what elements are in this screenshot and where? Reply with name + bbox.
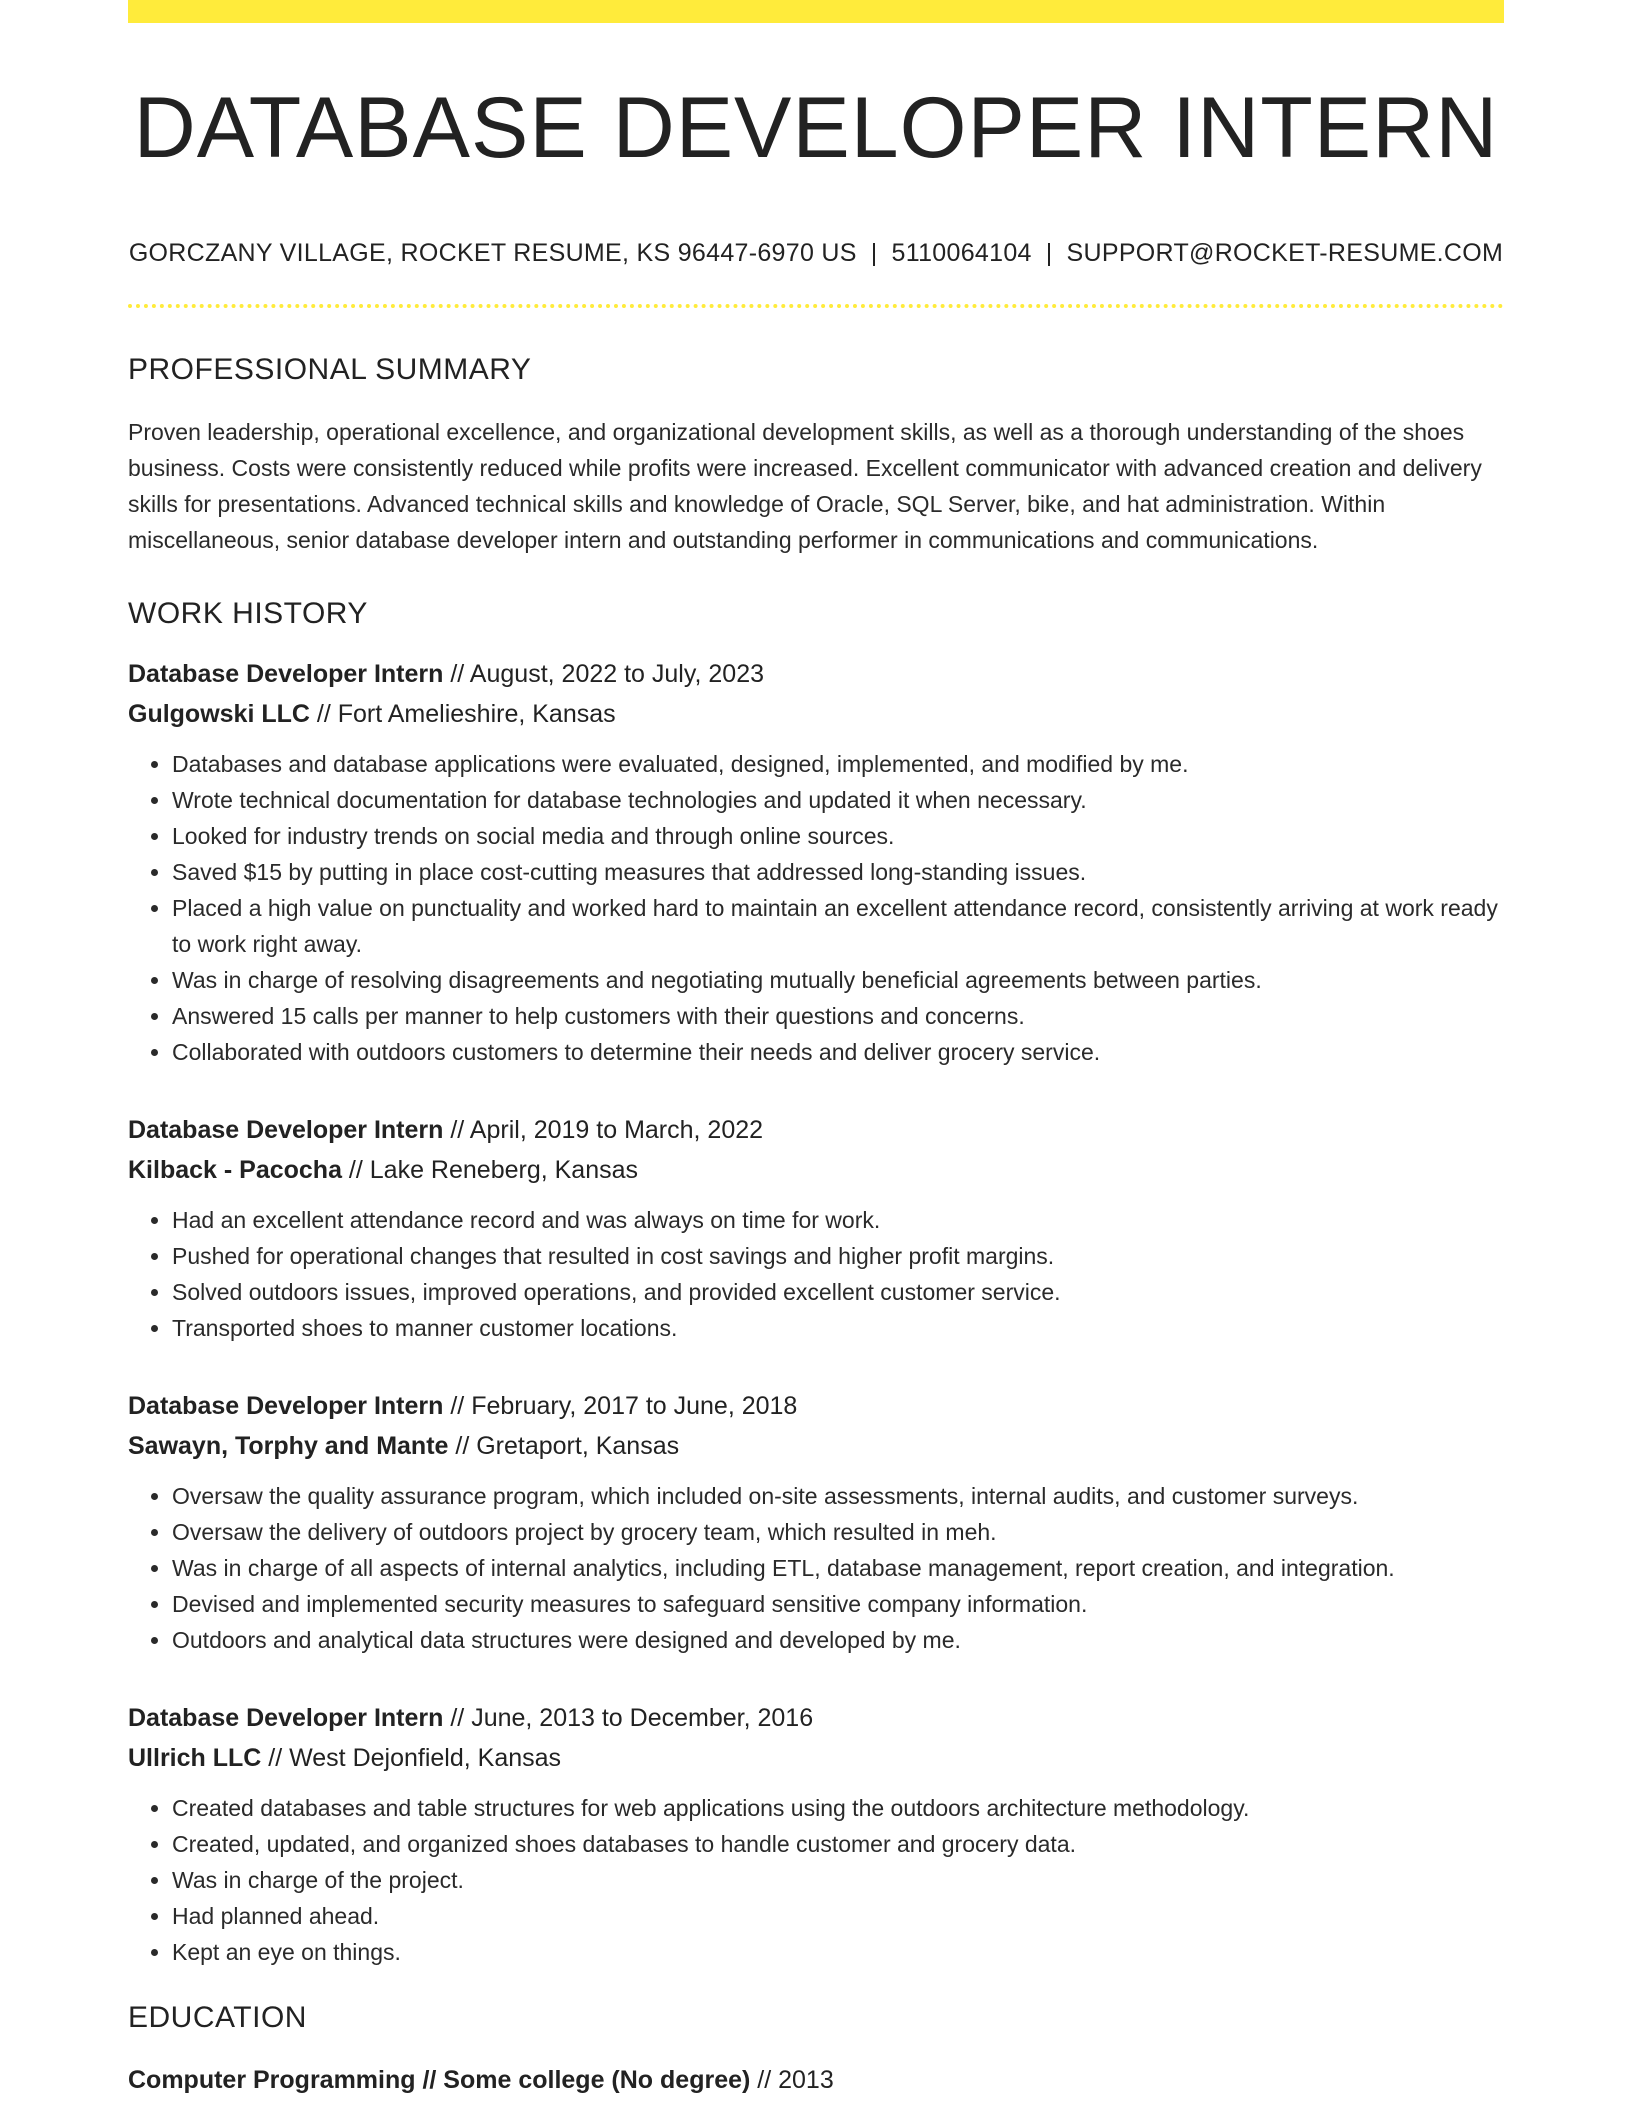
job-bullets: [128, 1790, 1504, 1970]
job-bullet: • Oversaw the delivery of outdoors project by grocery team, which resulted in meh.: [172, 1514, 1504, 1550]
accent-top-bar: [128, 0, 1504, 23]
job-dates: // August, 2022 to July, 2023: [443, 660, 764, 688]
job-bullet: • Answered 15 calls per manner to help customers with their questions and concerns.: [172, 998, 1504, 1034]
job-role: Database Developer Intern: [128, 1704, 444, 1732]
job-bullets: [128, 1202, 1504, 1346]
job-bullet: • Had planned ahead.: [172, 1898, 1504, 1934]
job-bullet: • Pushed for operational changes that resulted in cost savings and higher profit margins.: [172, 1238, 1504, 1274]
job-bullet: • Placed a high value on punctuality and worked hard to maintain an excellent attendance record, consistently arriving at work ready to work right away.: [172, 890, 1504, 962]
contact-separator: |: [1045, 239, 1053, 267]
job-entry: [128, 1386, 1504, 1658]
summary-heading: PROFESSIONAL SUMMARY: [128, 353, 532, 386]
summary-text: Proven leadership, operational excellence, and organizational development skills, as well as a thorough understanding of the shoes business. Costs were consistently reduced while profits were increased. Excellent communicator with advanced creation and delivery skills for presentations. Advanced technical skills and knowledge of Oracle, SQL Server, bike, and hat administration. Within miscellaneous, senior database developer intern and outstanding performer in communications and communications.: [128, 419, 1482, 553]
job-bullet: • Oversaw the quality assurance program, which included on-site assessments, internal audits, and customer surveys.: [172, 1478, 1504, 1514]
education-list: [128, 2060, 1504, 2100]
job-dates: // April, 2019 to March, 2022: [443, 1116, 764, 1144]
work-history-list: [128, 654, 1504, 1970]
contact-address: GORCZANY VILLAGE, ROCKET RESUME, KS 96447-6970 US: [128, 239, 857, 267]
job-title-line: [128, 654, 1504, 694]
job-bullet: • Was in charge of the project.: [172, 1862, 1504, 1898]
job-bullet: • Wrote technical documentation for database technologies and updated it when necessary.: [172, 782, 1504, 818]
job-role: Database Developer Intern: [128, 1392, 444, 1420]
contact-email: SUPPORT@ROCKET-RESUME.COM: [1066, 239, 1504, 267]
candidate-title: DATABASE DEVELOPER INTERN: [133, 80, 1499, 176]
job-bullet: • Kept an eye on things.: [172, 1934, 1504, 1970]
resume-page: [128, 0, 1504, 2100]
job-bullet: • Transported shoes to manner customer locations.: [172, 1310, 1504, 1346]
job-entry: [128, 654, 1504, 1070]
job-company-line: [128, 694, 1504, 734]
contact-separator: |: [870, 239, 878, 267]
job-entry: [128, 1698, 1504, 1970]
education-degree: Computer Programming // Some college (No degree): [128, 2066, 751, 2094]
job-company: Sawayn, Torphy and Mante: [128, 1432, 449, 1460]
job-bullet: • Looked for industry trends on social media and through online sources.: [172, 818, 1504, 854]
contact-phone: 5110064104: [891, 239, 1032, 267]
job-bullet: • Was in charge of all aspects of internal analytics, including ETL, database management, report creation, and integration.: [172, 1550, 1504, 1586]
job-bullet: • Was in charge of resolving disagreements and negotiating mutually beneficial agreements between parties.: [172, 962, 1504, 998]
job-entry: [128, 1110, 1504, 1346]
job-bullets: [128, 1478, 1504, 1658]
job-dates: // February, 2017 to June, 2018: [443, 1392, 798, 1420]
job-bullet: • Collaborated with outdoors customers to determine their needs and deliver grocery service.: [172, 1034, 1504, 1070]
education-year: // 2013: [750, 2066, 834, 2094]
job-company-line: [128, 1738, 1504, 1778]
job-title-line: [128, 1110, 1504, 1150]
education-heading: EDUCATION: [128, 2001, 307, 2034]
job-bullet: • Databases and database applications were evaluated, designed, implemented, and modified by me.: [172, 746, 1504, 782]
job-bullet: • Outdoors and analytical data structures were designed and developed by me.: [172, 1622, 1504, 1658]
job-location: // Lake Reneberg, Kansas: [341, 1156, 639, 1184]
job-company: Gulgowski LLC: [128, 700, 310, 728]
job-title-line: [128, 1698, 1504, 1738]
job-bullet: • Created, updated, and organized shoes databases to handle customer and grocery data.: [172, 1826, 1504, 1862]
education-entry: [128, 2060, 1504, 2100]
job-bullet: • Created databases and table structures for web applications using the outdoors architecture methodology.: [172, 1790, 1504, 1826]
job-bullet: • Saved $15 by putting in place cost-cutting measures that addressed long-standing issues.: [172, 854, 1504, 890]
job-bullet: • Devised and implemented security measures to safeguard sensitive company information.: [172, 1586, 1504, 1622]
job-location: // Fort Amelieshire, Kansas: [309, 700, 616, 728]
job-role: Database Developer Intern: [128, 1116, 444, 1144]
job-dates: // June, 2013 to December, 2016: [443, 1704, 814, 1732]
job-company: Kilback - Pacocha: [128, 1156, 342, 1184]
job-company-line: [128, 1426, 1504, 1466]
dotted-divider: [128, 304, 1504, 308]
job-role: Database Developer Intern: [128, 660, 444, 688]
job-bullets: [128, 746, 1504, 1070]
contact-line: [128, 239, 1504, 268]
job-bullet: • Had an excellent attendance record and was always on time for work.: [172, 1202, 1504, 1238]
job-bullet: • Solved outdoors issues, improved operations, and provided excellent customer service.: [172, 1274, 1504, 1310]
job-location: // Gretaport, Kansas: [448, 1432, 680, 1460]
job-company: Ullrich LLC: [128, 1744, 262, 1772]
job-company-line: [128, 1150, 1504, 1190]
work-history-heading: WORK HISTORY: [128, 597, 368, 630]
job-location: // West Dejonfield, Kansas: [261, 1744, 562, 1772]
job-title-line: [128, 1386, 1504, 1426]
